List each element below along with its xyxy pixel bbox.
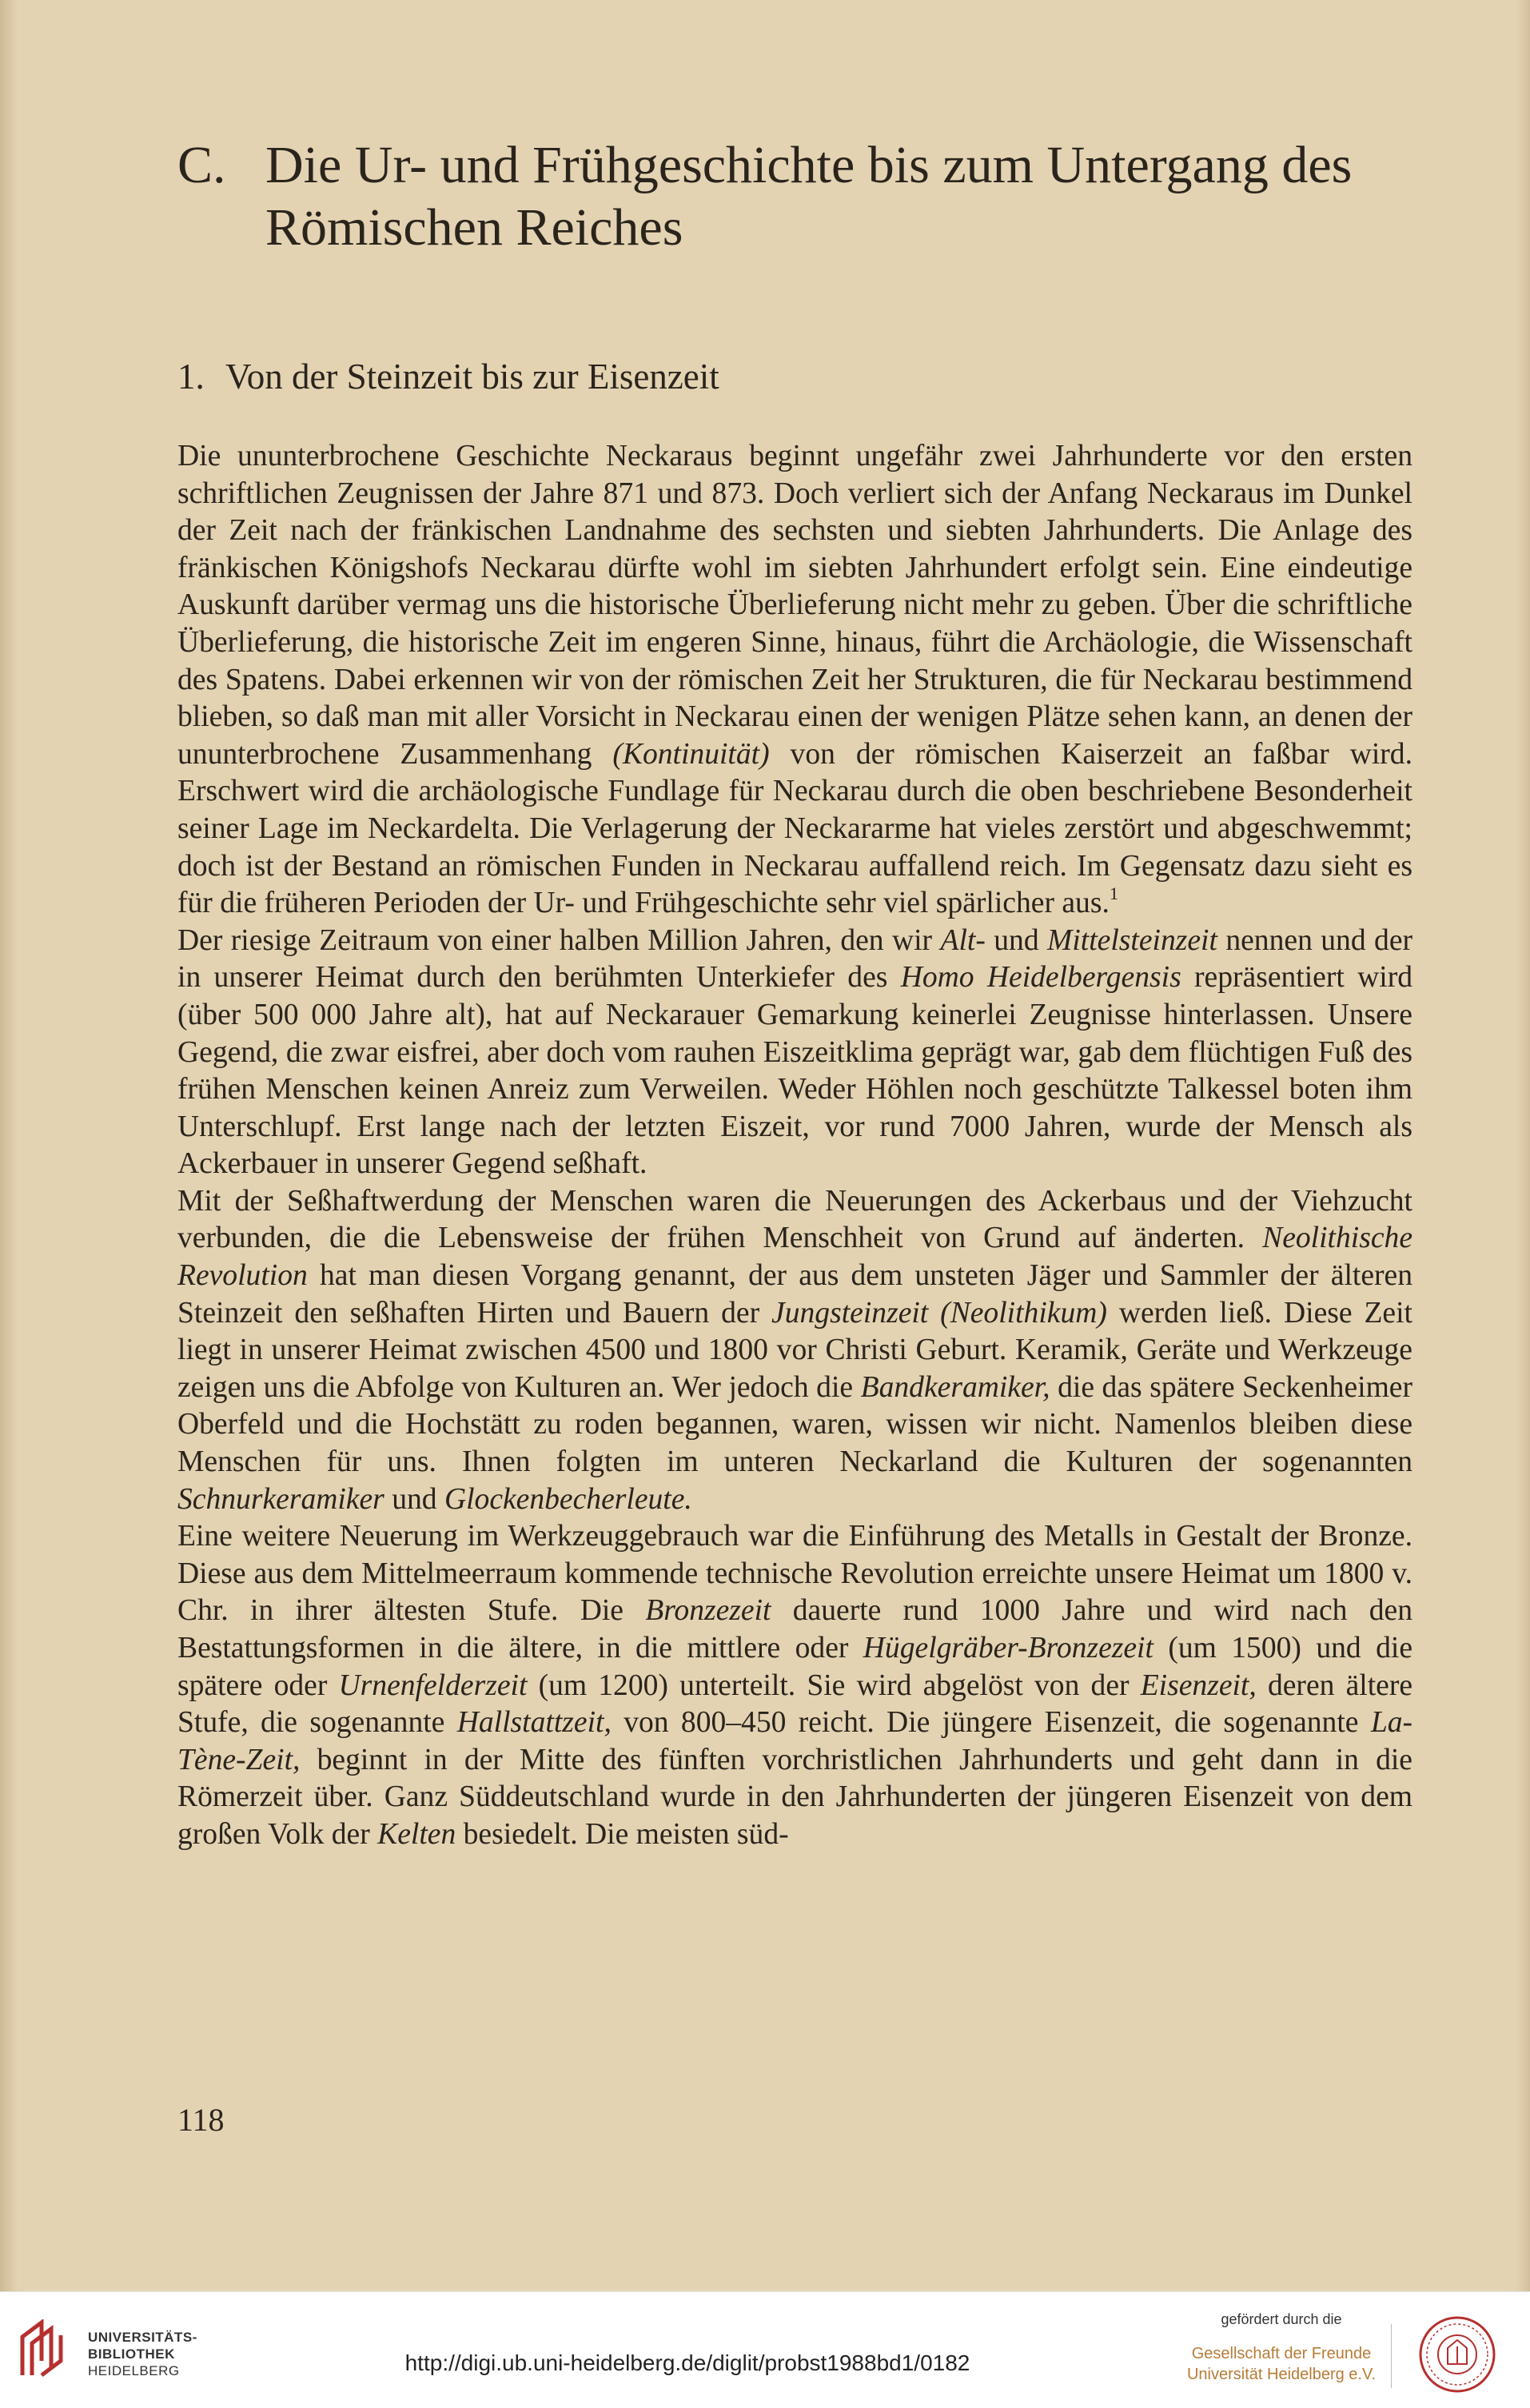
page-number: 118 <box>177 2102 225 2138</box>
italic-term: Hallstattzeit, <box>456 1706 612 1740</box>
library-name-line2: BIBLIOTHEK <box>88 2346 175 2362</box>
italic-term: Eisenzeit, <box>1140 1668 1257 1702</box>
italic-term: Neolithische Revolution <box>177 1222 1412 1293</box>
text-run: von 800–450 reicht. Die jüngere Eisenzeit, die sogenannte <box>611 1706 1371 1740</box>
text-run: und <box>384 1482 444 1516</box>
text-run: die das spätere Seckenheimer Oberfeld und die Hochstätt zu roden begannen, waren, wissen wir nicht. Namenlos bleiben diese Menschen für uns. Ihnen folgten im unteren Neckarland die Kulturen der sogenannten <box>177 1370 1413 1479</box>
footer-divider <box>1391 2324 1392 2388</box>
italic-term: Mittelsteinzeit <box>1047 923 1217 957</box>
text-run: Die ununterbrochene Geschichte Neckaraus beginnt ungefähr zwei Jahrhunderte vor den ersten schriftlichen Zeugnissen der Jahre 871 und 873. Doch verliert sich der Anfang Neckaraus im Dunkel der Zeit nach der fränkischen Landnahme des sechsten und siebten Jahrhunderts. Die Anlage des fränkischen Königshofs Neckarau dürfte wohl im siebten Jahrhundert erfolgt sein. Eine eindeutige Auskunft darüber vermag uns die historische Überlieferung nicht mehr zu geben. Über die schriftliche Überlieferung, die historische Zeit im engeren Sinne, hinaus, führt die Archäologie, die Wissenschaft des Spatens. Dabei erkennen wir von der römischen Zeit her Strukturen, die für Neckarau bestimmend blieben, so daß man mit aller Vorsicht in Neckarau einen der wenigen Plätze sehen kann, an denen der ununterbrochene Zusammenhang <box>177 440 1412 771</box>
italic-term: Hügelgräber-Bronzezeit <box>863 1632 1153 1664</box>
text-run: (um 1500) und die spätere oder <box>177 1632 1413 1702</box>
paragraph <box>177 923 1412 1183</box>
italic-term: Kelten <box>377 1817 456 1851</box>
permalink-url[interactable]: http://digi.ub.uni-heidelberg.de/diglit/probst1988bd1/0182 <box>404 2350 970 2375</box>
text-run: nennen und der in unserer Heimat durch den berühmten Unterkiefer des <box>177 923 1413 995</box>
italic-term: Homo Heidelbergensis <box>900 961 1181 995</box>
italic-term: Schnurkeramiker <box>177 1482 384 1516</box>
sponsor-label: gefördert durch die <box>1221 2311 1342 2327</box>
text-run: hat man diesen Vorgang genannt, der aus dem unsteten Jäger und Sammler der älteren Steinzeit den seßhaften Hirten und Bauern der <box>177 1259 1412 1330</box>
italic-term: La-Tène-Zeit, <box>177 1706 1413 1776</box>
sponsor-line1: Gesellschaft der Freunde <box>1191 2345 1372 2362</box>
body-text <box>177 438 1412 1854</box>
paragraph <box>177 1518 1412 1853</box>
italic-term: Alt- <box>940 923 986 957</box>
text-run: beginnt in der Mitte des fünften vorchristlichen Jahrhunderts und geht dann in die Römerzeit über. Ganz Süddeutschland wurde in den Jahrhunderten der jüngeren Eisenzeit von dem großen Volk der <box>177 1743 1412 1851</box>
text-run: (um 1200) unterteilt. Sie wird abgelöst von der <box>527 1668 1141 1702</box>
italic-term: Jungsteinzeit (Neolithikum) <box>771 1296 1107 1330</box>
section-number: 1. <box>177 357 205 397</box>
paragraph <box>177 1183 1412 1518</box>
chapter-heading <box>177 134 1424 259</box>
italic-term: Urnenfelderzeit <box>338 1668 528 1702</box>
text-run: Mit der Seßhaftwerdung der Menschen waren die Neuerungen des Ackerbaus und der Viehzucht verbunden, die die Lebensweise der frühen Menschheit von Grund auf änderten. <box>177 1184 1412 1255</box>
text-run: Eine weitere Neuerung im Werkzeuggebrauch war die Einführung des Metalls in Gestalt der Bronze. Diese aus dem Mittelmeerraum kommende technische Revolution erreichte unsere Heimat um 1800 v. Chr. in ihrer ältesten Stufe. Die <box>177 1520 1412 1628</box>
text-run: repräsentiert wird (über 500 000 Jahre alt), hat auf Neckarauer Gemarkung keinerlei Zeugnisse hinterlassen. Unsere Gegend, die zwar eisfrei, aber doch vom rauhen Eiszeitklima geprägt war, gab dem flüchtigen Fuß des frühen Menschen keinen Anreiz zum Verweilen. Weder Höhlen noch geschützte Talkessel boten ihm Unterschlupf. Erst lange nach der letzten Eiszeit, vor rund 7000 Jahren, wurde der Mensch als Ackerbauer in unserer Gegend seßhaft. <box>177 961 1412 1181</box>
paragraph <box>177 438 1412 923</box>
library-name-line3: HEIDELBERG <box>88 2363 180 2378</box>
italic-term: Bronzezeit <box>645 1594 771 1628</box>
italic-term: Bandkeramiker, <box>860 1370 1050 1404</box>
chapter-number: C. <box>177 136 226 194</box>
sponsor-name <box>1181 2343 1381 2385</box>
italic-term: Glockenbecherleute. <box>444 1482 692 1516</box>
text-run: dauerte rund 1000 Jahre und wird nach den Bestattungsformen in die ältere, in die mittlere oder <box>177 1594 1412 1664</box>
italic-term: (Kontinuität) <box>612 737 770 771</box>
chapter-title: Die Ur- und Frühgeschichte bis zum Untergang des Römischen Reiches <box>265 136 1353 257</box>
ub-heidelberg-logo-icon <box>18 2319 77 2378</box>
text-run: von der römischen Kaiserzeit an faßbar wird. Erschwert wird die archäologische Fundlage für Neckarau durch die oben beschriebene Besonderheit seiner Lage im Neckardelta. Die Verlagerung der Neckararme hat vieles zerstört und abgeschwemmt; doch ist der Bestand an römischen Funden in Neckarau auffallend reich. Im Gegensatz dazu sieht es für die früheren Perioden der Ur- und Frühgeschichte sehr viel spärlicher aus. <box>177 737 1412 920</box>
text-run: werden ließ. Diese Zeit liegt in unserer Heimat zwischen 4500 und 1800 vor Christi Geburt. Keramik, Geräte und Werkzeuge zeigen uns die Abfolge von Kulturen an. Wer jedoch die <box>177 1296 1412 1404</box>
text-run: besiedelt. Die meisten süd- <box>456 1817 789 1851</box>
text-run: deren ältere Stufe, die sogenannte <box>177 1668 1413 1740</box>
viewer-footer <box>0 2291 1530 2408</box>
library-name-line1: UNIVERSITÄTS- <box>88 2330 197 2345</box>
section-heading <box>177 356 1424 398</box>
library-name <box>88 2329 197 2379</box>
footnote-ref: 1 <box>1109 883 1119 904</box>
section-title: Von der Steinzeit bis zur Eisenzeit <box>225 357 719 397</box>
text-run: und <box>985 923 1048 957</box>
text-run: Der riesige Zeitraum von einer halben Million Jahren, den wir <box>177 923 941 957</box>
sponsor-line2: Universität Heidelberg e.V. <box>1186 2366 1377 2383</box>
university-seal-icon <box>1408 2314 1506 2394</box>
